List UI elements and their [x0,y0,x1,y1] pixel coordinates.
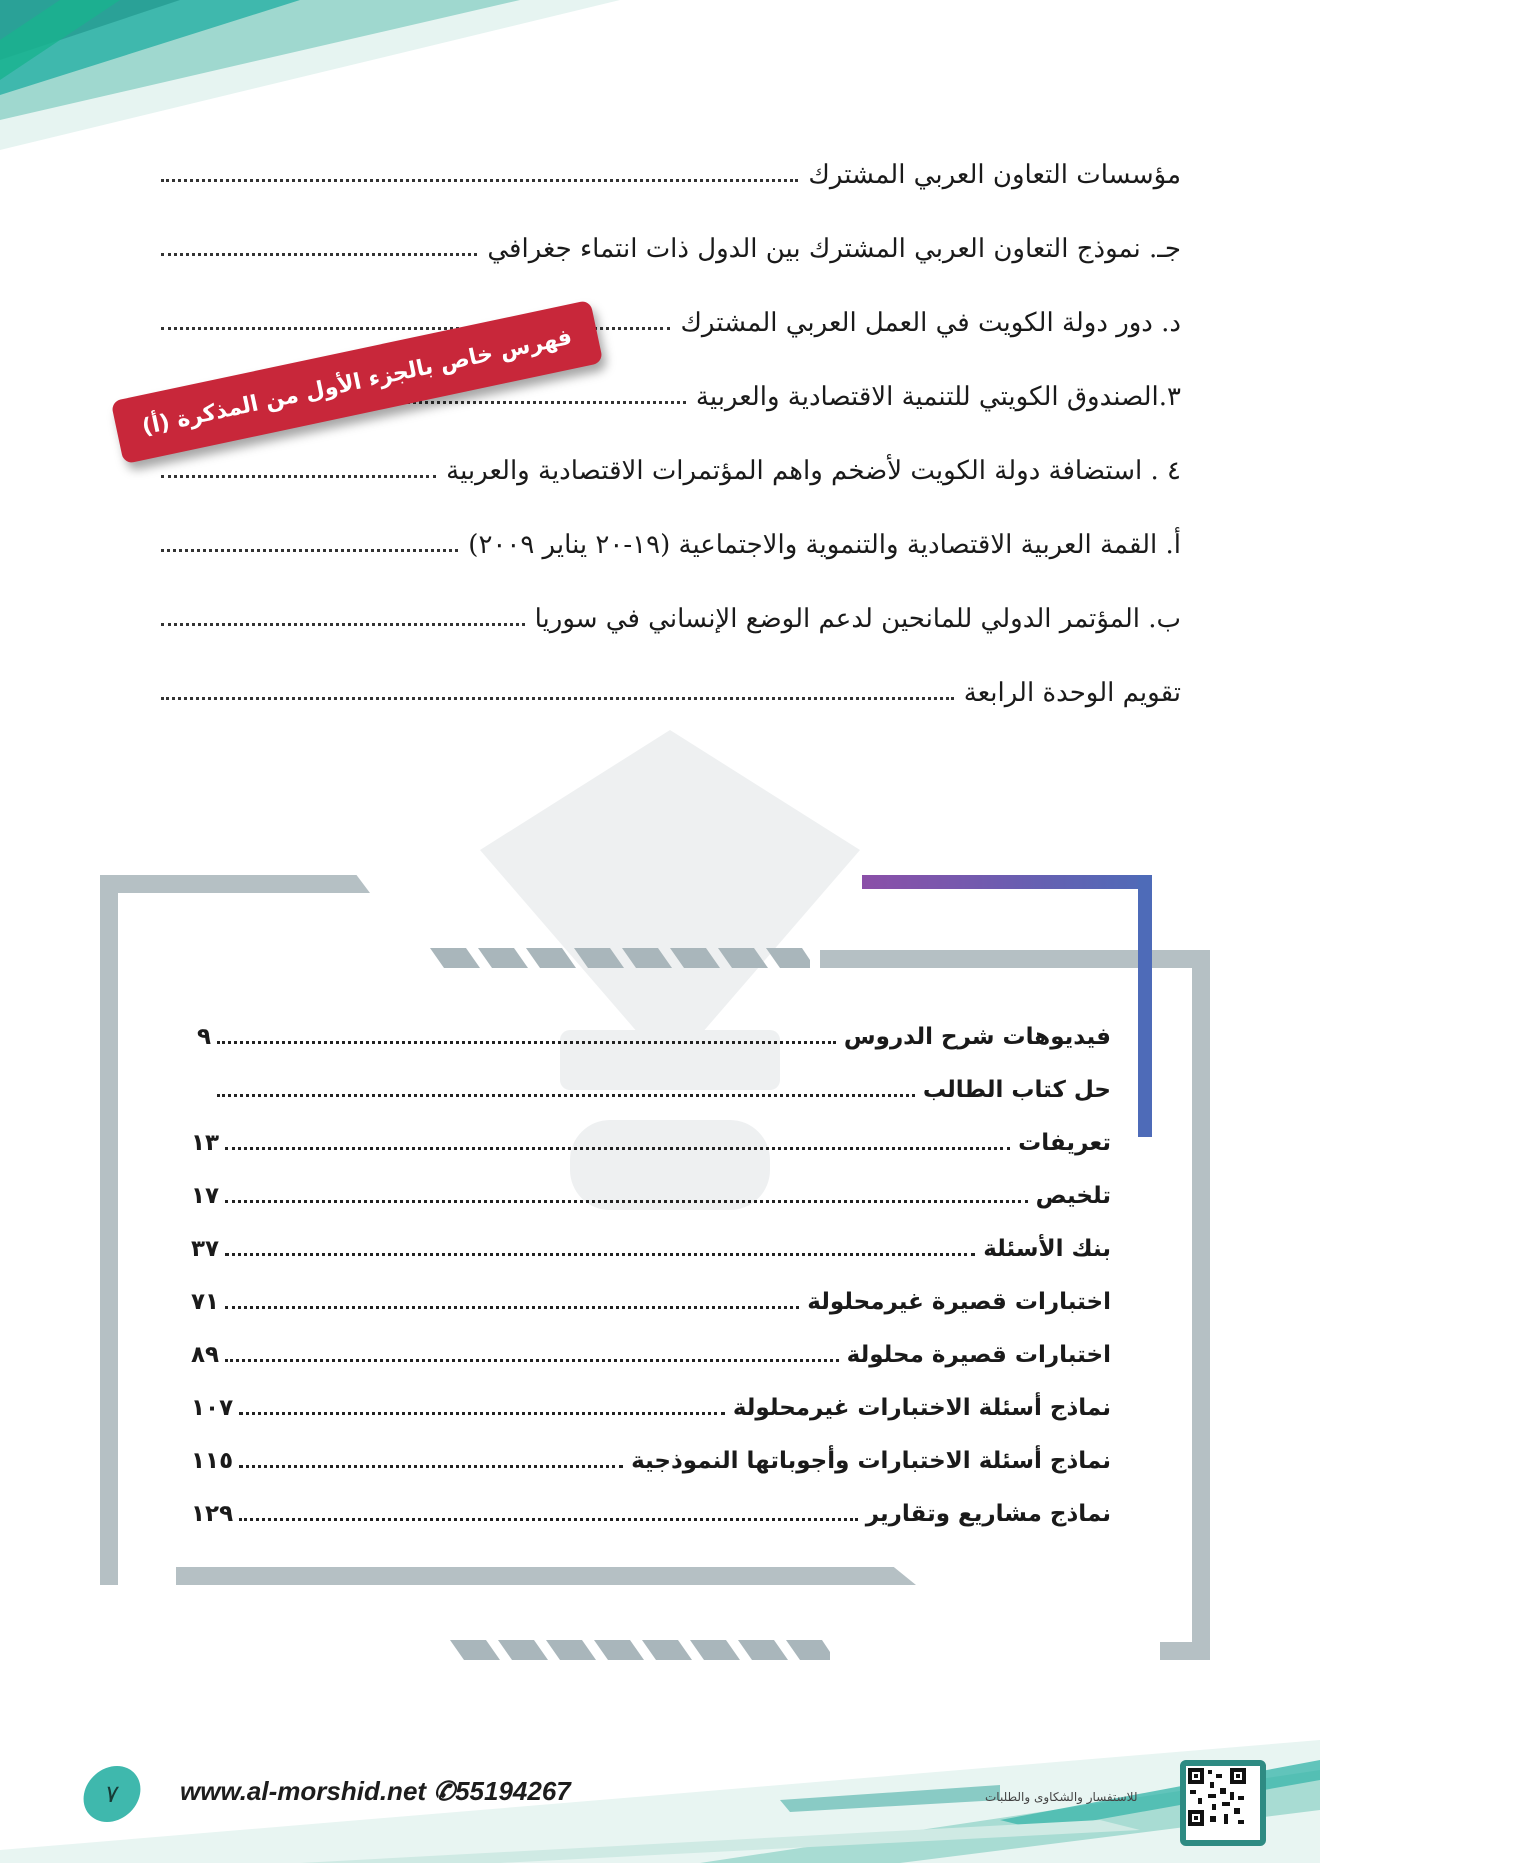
leader-dots [161,623,525,626]
index-page: ٨٩ [191,1342,220,1368]
leader-dots [161,475,436,478]
index-row[interactable] [191,1434,1111,1474]
accent-bar-top [862,875,1152,889]
part-a-ribbon: فهرس خاص بالجزء الأول من المذكرة (أ) [111,300,604,464]
qr-code-icon[interactable] [1180,1760,1266,1846]
leader-dots [239,1412,725,1415]
footer-contact [180,1776,571,1807]
toc-label: تقويم الوحدة الرابعة [963,678,1181,708]
toc-row[interactable] [161,214,1181,264]
toc-label: مؤسسات التعاون العربي المشترك [808,160,1181,190]
leader-dots [225,1359,839,1362]
stripe-bar-top [430,948,810,968]
index-label: حل كتاب الطالب [922,1077,1111,1103]
frame-right [1192,950,1210,1660]
index-page: ٩ [196,1024,211,1050]
index-row[interactable] [191,1328,1111,1368]
index-label: نماذج مشاريع وتقارير [865,1501,1111,1527]
index-row[interactable] [191,1487,1111,1527]
frame-top-left [100,875,370,893]
leader-dots [225,1253,975,1256]
index-label: نماذج أسئلة الاختبارات وأجوباتها النموذجية [631,1448,1111,1474]
toc-row[interactable] [161,510,1181,560]
accent-bar-right [1138,875,1152,1137]
leader-dots [217,1094,915,1097]
top-decoration [0,0,620,150]
leader-dots [161,179,798,182]
index-page: ١٣ [191,1130,220,1156]
leader-dots [225,1147,1010,1150]
index-row[interactable] [191,1169,1111,1209]
toc-label: ٤ . استضافة دولة الكويت لأضخم واهم المؤتمرات الاقتصادية والعربية [446,456,1181,486]
index-label: بنك الأسئلة [983,1236,1111,1262]
leader-dots [239,1465,623,1468]
stripe-bar-bottom [450,1640,830,1660]
toc-label: أ. القمة العربية الاقتصادية والتنموية والاجتماعية (١٩-٢٠ يناير ٢٠٠٩) [468,530,1181,560]
index-label: تلخيص [1035,1183,1111,1209]
index-page: ١٠٧ [191,1395,234,1421]
index-page: ٧١ [191,1289,220,1315]
footer-note: للاستفسار والشكاوى والطلبات [985,1790,1138,1804]
frame-bottom [176,1567,916,1585]
leader-dots [217,1041,836,1044]
index-row[interactable] [191,1116,1111,1156]
toc-label: د. دور دولة الكويت في العمل العربي المشترك [680,308,1181,338]
index-page: ٣٧ [191,1236,220,1262]
leader-dots [225,1200,1028,1203]
toc-row[interactable] [161,436,1181,486]
leader-dots [225,1306,799,1309]
toc-label: جـ. نموذج التعاون العربي المشترك بين الدول ذات انتماء جغرافي [487,234,1181,264]
website-link[interactable]: www.al-morshid.net [180,1776,427,1806]
page-number-badge: ٧ [79,1766,145,1822]
toc-row[interactable] [161,288,1181,338]
toc-row[interactable] [161,584,1181,634]
index-row[interactable] [191,1063,1111,1103]
index-row[interactable] [191,1275,1111,1315]
index-label: اختبارات قصيرة غيرمحلولة [807,1289,1111,1315]
frame-bottom-left-corner [100,1567,118,1585]
phone-number: ✆55194267 [433,1776,571,1806]
index-label: اختبارات قصيرة محلولة [846,1342,1111,1368]
toc-label: ٣.الصندوق الكويتي للتنمية الاقتصادية والعربية [695,382,1181,412]
leader-dots [161,549,458,552]
index-label: تعريفات [1018,1130,1111,1156]
toc-label: ب. المؤتمر الدولي للمانحين لدعم الوضع الإنساني في سوريا [534,604,1181,634]
toc-row[interactable] [161,140,1181,190]
index-label: نماذج أسئلة الاختبارات غيرمحلولة [732,1395,1111,1421]
index-page: ١١٥ [191,1448,234,1474]
index-label: فيديوهات شرح الدروس [843,1024,1111,1050]
index-page: ١٧ [191,1183,220,1209]
leader-dots [161,253,477,256]
index-row[interactable] [191,1381,1111,1421]
leader-dots [239,1518,858,1521]
frame-bottom-right [1160,1642,1210,1660]
index-page: ١٢٩ [191,1501,234,1527]
index-row[interactable] [191,1010,1111,1050]
index-row[interactable] [191,1222,1111,1262]
frame-left [100,875,118,1585]
